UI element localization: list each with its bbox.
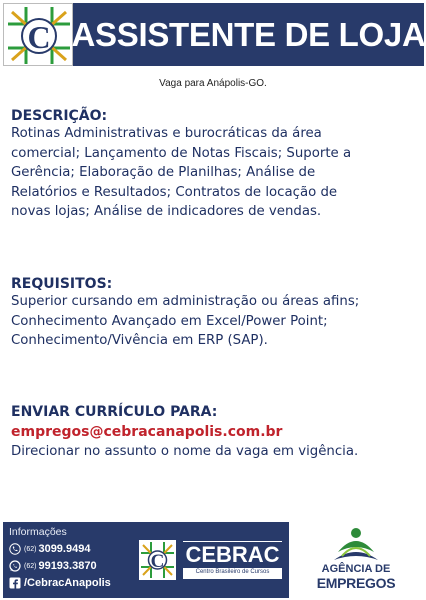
descricao-section: [11, 108, 421, 222]
phone-line[interactable]: [9, 543, 131, 555]
requisitos-heading: REQUISITOS:: [11, 276, 113, 292]
descricao-line: Gerência; Elaboração de Planilhas; Análise de: [11, 165, 316, 181]
requisitos-line: Superior cursando em administração ou áreas afins;: [11, 294, 360, 309]
title-bar: [73, 3, 424, 66]
enviar-heading: ENVIAR CURRÍCULO PARA:: [11, 404, 218, 420]
phone2-number: 99193.3870: [38, 560, 97, 572]
descricao-heading: DESCRIÇÃO:: [11, 108, 108, 124]
phone1-number: 3099.9494: [38, 543, 91, 555]
header: [0, 0, 426, 70]
whatsapp-line[interactable]: [9, 560, 131, 572]
phone1-area: (62): [24, 545, 37, 553]
agencia-logo-icon: [332, 526, 380, 564]
facebook-line[interactable]: [9, 577, 131, 589]
requisitos-section: [11, 276, 421, 351]
requisitos-line: Conhecimento/Vivência em ERP (SAP).: [11, 333, 268, 349]
enviar-section: [11, 404, 421, 462]
cebrac-wordmark: [182, 540, 283, 580]
svg-text:C: C: [150, 551, 165, 572]
facebook-icon: [9, 577, 21, 589]
agencia-line2: EMPREGOS: [316, 575, 396, 591]
cebrac-brand: [131, 522, 289, 598]
info-title: Informações: [9, 526, 67, 538]
svg-text:C: C: [27, 19, 51, 55]
whatsapp-icon: [9, 560, 21, 572]
page-title: ASSISTENTE DE LOJA: [71, 15, 426, 53]
cebrac-subtitle: Centro Brasileiro de Cursos: [195, 569, 270, 575]
subtitle: Vaga para Anápolis-GO.: [159, 78, 267, 89]
descricao-line: Rotinas Administrativas e burocráticas da área: [11, 126, 322, 141]
email-link[interactable]: empregos@cebracanapolis.com.br: [11, 424, 283, 440]
requisitos-line: Conhecimento Avançado em Excel/Power Point;: [11, 313, 328, 329]
cebrac-small-logo-icon: [139, 540, 176, 580]
descricao-line: comercial; Lançamento de Notas Fiscais; Suporte a: [11, 145, 352, 161]
descricao-body: [11, 124, 421, 222]
enviar-note: Direcionar no assunto o nome da vaga em vigência.: [11, 444, 359, 459]
phone2-area: (62): [24, 562, 37, 570]
phone-icon: [9, 543, 21, 555]
contact-info: [3, 522, 131, 598]
cebrac-logo-icon: [3, 3, 73, 66]
descricao-line: novas lojas; Análise de indicadores de vendas.: [11, 204, 322, 220]
facebook-handle: /CebracAnapolis: [24, 577, 111, 589]
agencia-line1: AGÊNCIA DE: [321, 563, 391, 575]
cebrac-name: CEBRAC: [183, 542, 282, 568]
agencia-brand: [289, 522, 423, 598]
requisitos-body: [11, 292, 421, 351]
descricao-line: Relatórios e Resultados; Contratos de locação de: [11, 184, 338, 200]
footer: [0, 520, 426, 600]
